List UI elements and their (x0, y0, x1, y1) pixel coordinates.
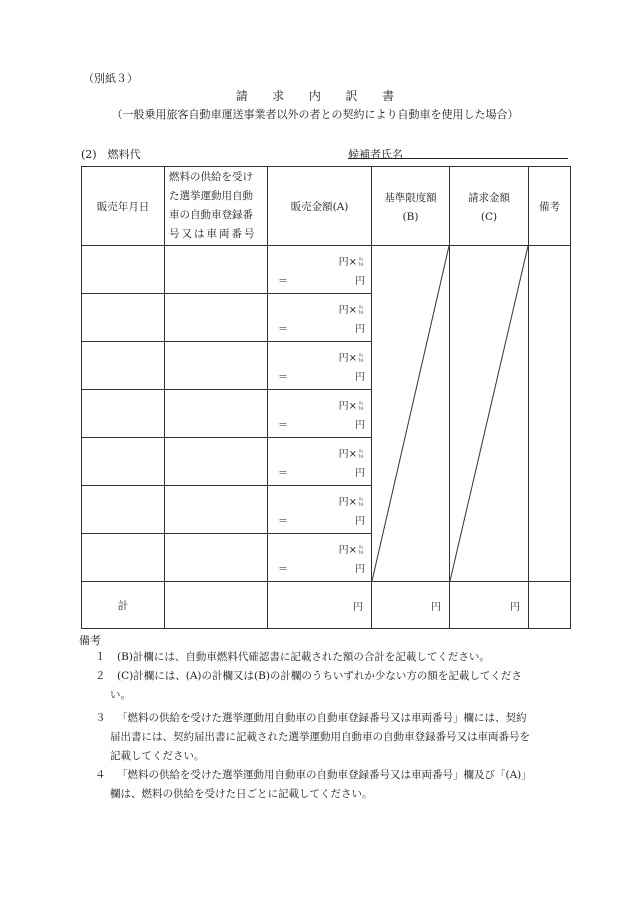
note-line: (C)計欄には、(A)の計欄又は(B)の計欄のうちいずれか少ない方の額を記載してくださ (117, 670, 522, 682)
note-item (95, 709, 575, 766)
date-cell[interactable] (82, 342, 165, 390)
note-line: 届出書には、契約届出書に記載された選挙運動用自動車の自動車登録番号又は車両番号を (110, 731, 530, 743)
unit-price-line (339, 349, 365, 364)
sales-amount-cell[interactable] (268, 438, 372, 486)
sales-amount-cell[interactable] (268, 342, 372, 390)
equals-sign: ＝ (278, 372, 288, 383)
liter-unit-top: ﾘｯ (358, 304, 364, 311)
header-claim (450, 167, 529, 246)
total-row (82, 582, 571, 629)
liter-unit-top: ﾘｯ (358, 496, 364, 503)
vehicle-number-cell[interactable] (165, 246, 268, 294)
liter-unit-bottom: ﾄﾙ (358, 453, 364, 460)
total-c-cell[interactable]: 円 (450, 582, 529, 629)
sales-amount-cell[interactable] (268, 534, 372, 582)
total-remarks-cell[interactable] (529, 582, 571, 629)
note-number: ２ (95, 670, 106, 682)
date-cell[interactable] (82, 438, 165, 486)
liter-unit (357, 450, 365, 460)
note-line: 欄は、燃料の供給を受けた日ごとに記載してください。 (110, 788, 373, 800)
header-vehicle-line: 燃料の供給を受け (169, 171, 253, 183)
yen-times-text: 円× (338, 257, 357, 268)
vehicle-number-cell[interactable] (165, 342, 268, 390)
note-number: ３ (95, 712, 106, 724)
liter-unit (357, 306, 365, 316)
liter-unit-top: ﾘｯ (358, 256, 364, 263)
liter-unit-top: ﾘｯ (358, 544, 364, 551)
date-cell[interactable] (82, 390, 165, 438)
vehicle-number-cell[interactable] (165, 534, 268, 582)
liter-unit (357, 354, 365, 364)
sales-amount-cell[interactable] (268, 294, 372, 342)
note-item (95, 766, 575, 804)
note-line: い。 (110, 689, 131, 701)
yen-unit: 円 (355, 276, 365, 287)
header-limit-label: 基準限度額 (384, 191, 437, 204)
section-label: (2) 燃料代 (81, 148, 141, 161)
liter-unit-bottom: ﾄﾙ (358, 549, 364, 556)
total-label: 計 (82, 582, 165, 629)
sales-amount-cell[interactable] (268, 246, 372, 294)
diagonal-slash (450, 246, 528, 581)
unit-price-line (339, 445, 365, 460)
liter-unit (357, 402, 365, 412)
liter-unit (357, 546, 365, 556)
document-subtitle: （一般乗用旅客自動車運送事業者以外の者との契約により自動車を使用した場合） (111, 108, 519, 121)
yen-times-text: 円× (338, 497, 357, 508)
sales-amount-cell[interactable] (268, 486, 372, 534)
date-cell[interactable] (82, 486, 165, 534)
date-cell[interactable] (82, 534, 165, 582)
header-limit-code: (B) (402, 210, 419, 223)
table-header-row (82, 167, 571, 246)
yen-times-text: 円× (338, 449, 357, 460)
yen-unit: 円 (355, 516, 365, 527)
equals-sign: ＝ (278, 564, 288, 575)
vehicle-number-cell[interactable] (165, 486, 268, 534)
vehicle-number-cell[interactable] (165, 390, 268, 438)
vehicle-number-cell[interactable] (165, 438, 268, 486)
total-b-cell[interactable]: 円 (372, 582, 450, 629)
header-limit (372, 167, 450, 246)
liter-unit-bottom: ﾄﾙ (358, 261, 364, 268)
claim-diagonal-cell (450, 246, 529, 582)
header-vehicle-line: 号又は車両番号 (169, 228, 257, 240)
date-cell[interactable] (82, 294, 165, 342)
unit-price-line (339, 397, 365, 412)
note-line: 「燃料の供給を受けた選挙運動用自動車の自動車登録番号又は車両番号」欄には、契約 (117, 712, 527, 724)
equals-sign: ＝ (278, 468, 288, 479)
fuel-cost-table (81, 166, 571, 629)
document-title: 請 求 内 訳 書 (235, 89, 395, 103)
total-a-cell[interactable]: 円 (268, 582, 372, 629)
limit-diagonal-cell (372, 246, 450, 582)
yen-times-text: 円× (338, 353, 357, 364)
yen-unit: 円 (355, 564, 365, 575)
unit-price-line (339, 301, 365, 316)
liter-unit-bottom: ﾄﾙ (358, 405, 364, 412)
header-vehicle-line: 車の自動車登録番 (169, 209, 253, 221)
unit-price-line (339, 253, 365, 268)
attachment-label: （別紙３） (83, 72, 138, 85)
yen-times-text: 円× (338, 305, 357, 316)
remarks-cell[interactable] (529, 246, 571, 582)
candidate-name-label: 候補者氏名 (348, 148, 403, 161)
note-item (95, 648, 575, 667)
yen-times-text: 円× (338, 545, 357, 556)
sales-amount-cell[interactable] (268, 390, 372, 438)
header-sales-amount: 販売金額(A) (268, 167, 372, 246)
note-item (95, 667, 575, 705)
equals-sign: ＝ (278, 324, 288, 335)
header-vehicle-line: た選挙運動用自動 (169, 190, 253, 202)
header-vehicle-number (165, 167, 268, 246)
yen-unit: 円 (355, 420, 365, 431)
liter-unit (357, 258, 365, 268)
liter-unit-top: ﾘｯ (358, 400, 364, 407)
header-date: 販売年月日 (82, 167, 165, 246)
equals-sign: ＝ (278, 516, 288, 527)
yen-times-text: 円× (338, 401, 357, 412)
date-cell[interactable] (82, 246, 165, 294)
header-remarks: 備考 (529, 167, 571, 246)
liter-unit-bottom: ﾄﾙ (358, 309, 364, 316)
note-line: 記載してください。 (110, 750, 205, 762)
diagonal-slash (372, 246, 449, 581)
candidate-name-field[interactable] (348, 158, 568, 159)
equals-sign: ＝ (278, 420, 288, 431)
unit-price-line (339, 541, 365, 556)
header-claim-code: (C) (480, 210, 498, 223)
header-claim-label: 請求金額 (468, 191, 510, 204)
note-line: 「燃料の供給を受けた選挙運動用自動車の自動車登録番号又は車両番号」欄及び「(A)」 (117, 769, 532, 781)
yen-unit: 円 (355, 468, 365, 479)
note-number: ４ (95, 769, 106, 781)
yen-unit: 円 (355, 324, 365, 335)
liter-unit-bottom: ﾄﾙ (358, 501, 364, 508)
vehicle-number-cell[interactable] (165, 294, 268, 342)
total-vehicle-cell (165, 582, 268, 629)
equals-sign: ＝ (278, 276, 288, 287)
unit-price-line (339, 493, 365, 508)
notes-heading: 備考 (79, 634, 101, 647)
yen-unit: 円 (355, 372, 365, 383)
note-number: １ (95, 651, 106, 663)
table-row (82, 246, 571, 294)
liter-unit-bottom: ﾄﾙ (358, 357, 364, 364)
note-line: (B)計欄には、自動車燃料代確認書に記載された額の合計を記載してください。 (117, 651, 490, 663)
liter-unit-top: ﾘｯ (358, 448, 364, 455)
liter-unit (357, 498, 365, 508)
liter-unit-top: ﾘｯ (358, 352, 364, 359)
